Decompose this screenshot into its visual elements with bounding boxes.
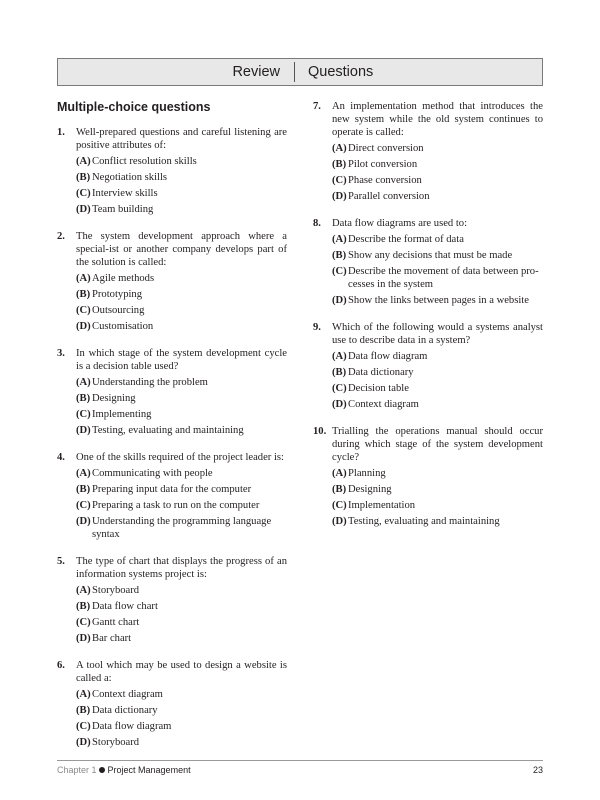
option-letter: (C) <box>76 721 91 732</box>
option-letter: (A) <box>332 468 347 479</box>
section-title: Multiple-choice questions <box>57 100 211 114</box>
bullet-icon <box>99 767 105 773</box>
option-letter: (D) <box>76 425 91 436</box>
option-text: Outsourcing <box>92 305 145 316</box>
page-footer <box>57 765 543 779</box>
option-letter: (C) <box>332 175 347 186</box>
option-text: Show any decisions that must be made <box>348 250 513 261</box>
question-stem: Which of the following would a systems analyst use to describe data in a system? <box>332 322 543 346</box>
option-text: Preparing input data for the computer <box>92 484 252 495</box>
question-item <box>313 321 543 411</box>
option-text: Planning <box>348 468 386 479</box>
question-number: 1. <box>57 127 65 138</box>
question-stem: In which stage of the system development cycle is a decision table used? <box>76 348 287 372</box>
option-text: Storyboard <box>92 737 140 748</box>
question-stem: The type of chart that displays the progress of an information systems project is: <box>76 556 287 580</box>
option-letter: (B) <box>76 393 91 404</box>
answer-option <box>76 288 287 301</box>
answer-option <box>76 720 287 733</box>
option-letter: (D) <box>76 204 91 215</box>
header-review-label: Review <box>232 64 280 80</box>
answer-option <box>76 632 287 645</box>
option-text: Decision table <box>348 383 409 394</box>
option-text: Data dictionary <box>92 705 158 716</box>
option-letter: (B) <box>332 484 347 495</box>
answer-option <box>76 499 287 512</box>
answer-option <box>332 142 543 155</box>
answer-option <box>76 320 287 333</box>
answer-option <box>332 294 543 307</box>
option-letter: (B) <box>332 250 347 261</box>
option-letter: (A) <box>76 273 91 284</box>
answer-option <box>76 408 287 421</box>
option-text: Conflict resolution skills <box>92 156 197 167</box>
answer-option <box>76 376 287 389</box>
question-item <box>57 451 287 541</box>
option-letter: (A) <box>76 156 91 167</box>
answer-option <box>332 190 543 203</box>
answer-option <box>76 515 287 541</box>
option-text: Prototyping <box>92 289 143 300</box>
answer-option <box>332 483 543 496</box>
answer-option <box>332 265 543 291</box>
option-letter: (C) <box>76 305 91 316</box>
question-stem: One of the skills required of the project leader is: <box>76 452 284 463</box>
option-letter: (C) <box>76 617 91 628</box>
option-letter: (D) <box>332 516 347 527</box>
option-text: Understanding the problem <box>92 377 208 388</box>
option-text: Data flow diagram <box>92 721 172 732</box>
answer-option <box>76 155 287 168</box>
option-text: Bar chart <box>92 633 132 644</box>
answer-option <box>76 203 287 216</box>
option-text: Understanding the programming language syntax <box>92 516 272 540</box>
question-number: 7. <box>313 101 321 112</box>
answer-option <box>76 392 287 405</box>
question-stem: The system development approach where a special-ist or another company develops part of the solution is called: <box>76 231 287 268</box>
option-text: Parallel conversion <box>348 191 430 202</box>
option-letter: (C) <box>332 500 347 511</box>
question-number: 8. <box>313 218 321 229</box>
option-text: Agile methods <box>92 273 155 284</box>
option-letter: (B) <box>76 705 91 716</box>
header-questions-label: Questions <box>308 64 374 80</box>
question-item <box>57 659 287 749</box>
answer-option <box>332 467 543 480</box>
option-letter: (C) <box>332 383 347 394</box>
option-text: Describe the movement of data between pro-cesses in the system <box>348 266 539 290</box>
option-letter: (D) <box>332 399 347 410</box>
question-number: 5. <box>57 556 65 567</box>
question-stem: Well-prepared questions and careful listening are positive attributes of: <box>76 127 287 151</box>
footer-rule <box>57 760 543 761</box>
option-text: Data dictionary <box>348 367 414 378</box>
answer-option <box>332 398 543 411</box>
answer-option <box>332 350 543 363</box>
option-letter: (D) <box>332 295 347 306</box>
answer-option <box>76 171 287 184</box>
option-letter: (D) <box>332 191 347 202</box>
answer-option <box>332 366 543 379</box>
option-text: Storyboard <box>92 585 140 596</box>
header-divider <box>294 62 295 82</box>
question-number: 3. <box>57 348 65 359</box>
option-letter: (D) <box>76 737 91 748</box>
option-letter: (B) <box>76 484 91 495</box>
option-text: Gantt chart <box>92 617 140 628</box>
option-letter: (B) <box>76 172 91 183</box>
question-number: 4. <box>57 452 65 463</box>
page-number: 23 <box>532 765 543 775</box>
option-text: Pilot conversion <box>348 159 418 170</box>
option-letter: (A) <box>332 351 347 362</box>
option-text: Context diagram <box>348 399 419 410</box>
answer-option <box>76 584 287 597</box>
option-letter: (A) <box>76 468 91 479</box>
option-text: Preparing a task to run on the computer <box>92 500 260 511</box>
option-letter: (B) <box>332 367 347 378</box>
answer-option <box>332 233 543 246</box>
option-letter: (A) <box>332 143 347 154</box>
answer-option <box>76 600 287 613</box>
answer-option <box>332 158 543 171</box>
question-item <box>57 347 287 437</box>
answer-option <box>76 187 287 200</box>
answer-option <box>76 616 287 629</box>
answer-option <box>76 736 287 749</box>
option-text: Designing <box>348 484 392 495</box>
answer-option <box>76 304 287 317</box>
option-text: Phase conversion <box>348 175 422 186</box>
question-item <box>313 100 543 203</box>
option-text: Communicating with people <box>92 468 213 479</box>
footer-section-label: Project Management <box>107 765 191 775</box>
answer-option <box>76 424 287 437</box>
option-letter: (A) <box>76 377 91 388</box>
option-text: Interview skills <box>92 188 158 199</box>
footer-chapter-label: Chapter 1 <box>57 765 97 775</box>
answer-option <box>76 688 287 701</box>
question-stem: Trialling the operations manual should occur during which stage of the system development cycle? <box>332 426 543 463</box>
option-text: Direct conversion <box>348 143 424 154</box>
option-text: Testing, evaluating and maintaining <box>348 516 500 527</box>
right-column <box>313 100 543 542</box>
option-letter: (B) <box>76 601 91 612</box>
option-text: Negotiation skills <box>92 172 168 183</box>
option-letter: (D) <box>76 633 91 644</box>
option-letter: (D) <box>76 516 91 527</box>
question-stem: Data flow diagrams are used to: <box>332 218 468 229</box>
option-letter: (B) <box>76 289 91 300</box>
option-letter: (C) <box>76 188 91 199</box>
option-text: Team building <box>92 204 154 215</box>
question-item <box>57 555 287 645</box>
option-letter: (C) <box>76 500 91 511</box>
option-letter: (A) <box>332 234 347 245</box>
option-text: Designing <box>92 393 136 404</box>
option-letter: (D) <box>76 321 91 332</box>
option-letter: (C) <box>76 409 91 420</box>
option-text: Customisation <box>92 321 154 332</box>
footer-chapter <box>57 765 191 775</box>
review-questions-header <box>57 58 543 86</box>
left-column <box>57 126 287 763</box>
option-letter: (A) <box>76 689 91 700</box>
question-stem: An implementation method that introduces the new system while the old system continues to operate is called: <box>332 101 543 138</box>
answer-option <box>76 704 287 717</box>
answer-option <box>76 483 287 496</box>
option-letter: (C) <box>332 266 347 277</box>
answer-option <box>76 272 287 285</box>
option-letter: (A) <box>76 585 91 596</box>
question-item <box>57 126 287 216</box>
question-number: 10. <box>313 426 327 437</box>
answer-option <box>76 467 287 480</box>
option-text: Implementing <box>92 409 152 420</box>
option-text: Data flow diagram <box>348 351 428 362</box>
option-text: Data flow chart <box>92 601 158 612</box>
option-text: Describe the format of data <box>348 234 464 245</box>
question-stem: A tool which may be used to design a website is called a: <box>76 660 287 684</box>
question-number: 6. <box>57 660 65 671</box>
answer-option <box>332 499 543 512</box>
answer-option <box>332 382 543 395</box>
option-text: Testing, evaluating and maintaining <box>92 425 244 436</box>
option-letter: (B) <box>332 159 347 170</box>
option-text: Implementation <box>348 500 416 511</box>
question-number: 2. <box>57 231 65 242</box>
option-text: Show the links between pages in a website <box>348 295 529 306</box>
answer-option <box>332 515 543 528</box>
question-item <box>57 230 287 333</box>
question-item <box>313 217 543 307</box>
answer-option <box>332 174 543 187</box>
question-item <box>313 425 543 528</box>
option-text: Context diagram <box>92 689 163 700</box>
question-number: 9. <box>313 322 321 333</box>
answer-option <box>332 249 543 262</box>
